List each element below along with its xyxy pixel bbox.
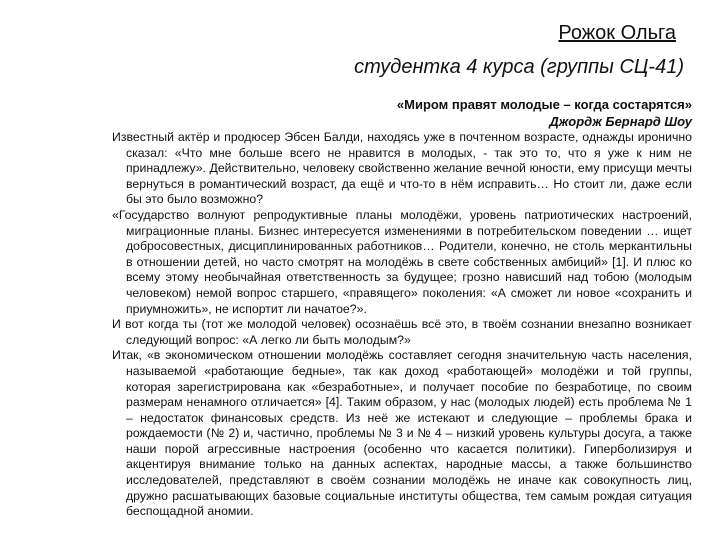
paragraph-2: «Государство волнуют репродуктивные планы молодёжи, уровень патриотических настроений, миграционные планы. Бизнес интересуется изменениями в потребительском поведении … ищет добросовестных, дисциплинированных работников… Родители, конечно, не столь меркантильны в отношении детей, но часто смотрят на молодёжь в свете собственных амбиций» [1]. И плюс ко всему этому необычайная ответственность за будущее; грозно нависший над тобою (молодым человеком) немой вопрос старшего, «правящего» поколения: «А сможет ли новое «сохранить и приумножить», не испортит ли начатое?». [112, 207, 692, 316]
epigraph-quote: «Миром правят молодые – когда состарятся» [396, 97, 692, 112]
author-name: Рожок Ольга [558, 22, 676, 44]
epigraph [397, 96, 692, 130]
epigraph-attribution: Джордж Бернард Шоу [549, 114, 692, 129]
author-role: студентка 4 курса (группы СЦ-41) [354, 56, 684, 78]
paragraph-1: Известный актёр и продюсер Эбсен Балди, находясь уже в почтенном возрасте, однажды иронично сказал: «Что мне больше всего не нравится в молодых, - так это то, что я уже к ним не принадлежу». Действительно, человеку свойственно желание вечной юности, ему присущи мечты вернуться в романтический возраст, да ещё и что-то в нём исправить… Но стоит ли, даже если бы это было возможно? [112, 130, 692, 207]
paragraph-4: Итак, «в экономическом отношении молодёжь составляет сегодня значительную часть населения, называемой «работающие бедные», так как доход «работающей» молодёжи и той группы, которая зарегистрирована как «безработные», и получает пособие по безработице, по своим размерам ненамного отличается» [4]. Таким образом, у нас (молодых людей) есть проблема № 1 – недостаток финансовых средств. Из неё же истекают и следующие – проблемы брака и рождаемости (№ 2) и, частично, проблемы № 3 и № 4 – низкий уровень культуры досуга, а также наши порой агрессивные настроения (особенно что касается политики). Гиперболизируя и акцентируя внимание только на данных аспектах, народные массы, а также большинство исследователей, представляют в своём сознании молодёжь не иначе как совокупность лиц, дружно расшатывающих базовые социальные институты общества, тем самым рождая ситуация беспощадной аномии. [112, 348, 692, 519]
article-body [112, 130, 692, 520]
paragraph-3: И вот когда ты (тот же молодой человек) осознаёшь всё это, в твоём сознании внезапно возникает следующий вопрос: «А легко ли быть молодым?» [112, 317, 692, 347]
